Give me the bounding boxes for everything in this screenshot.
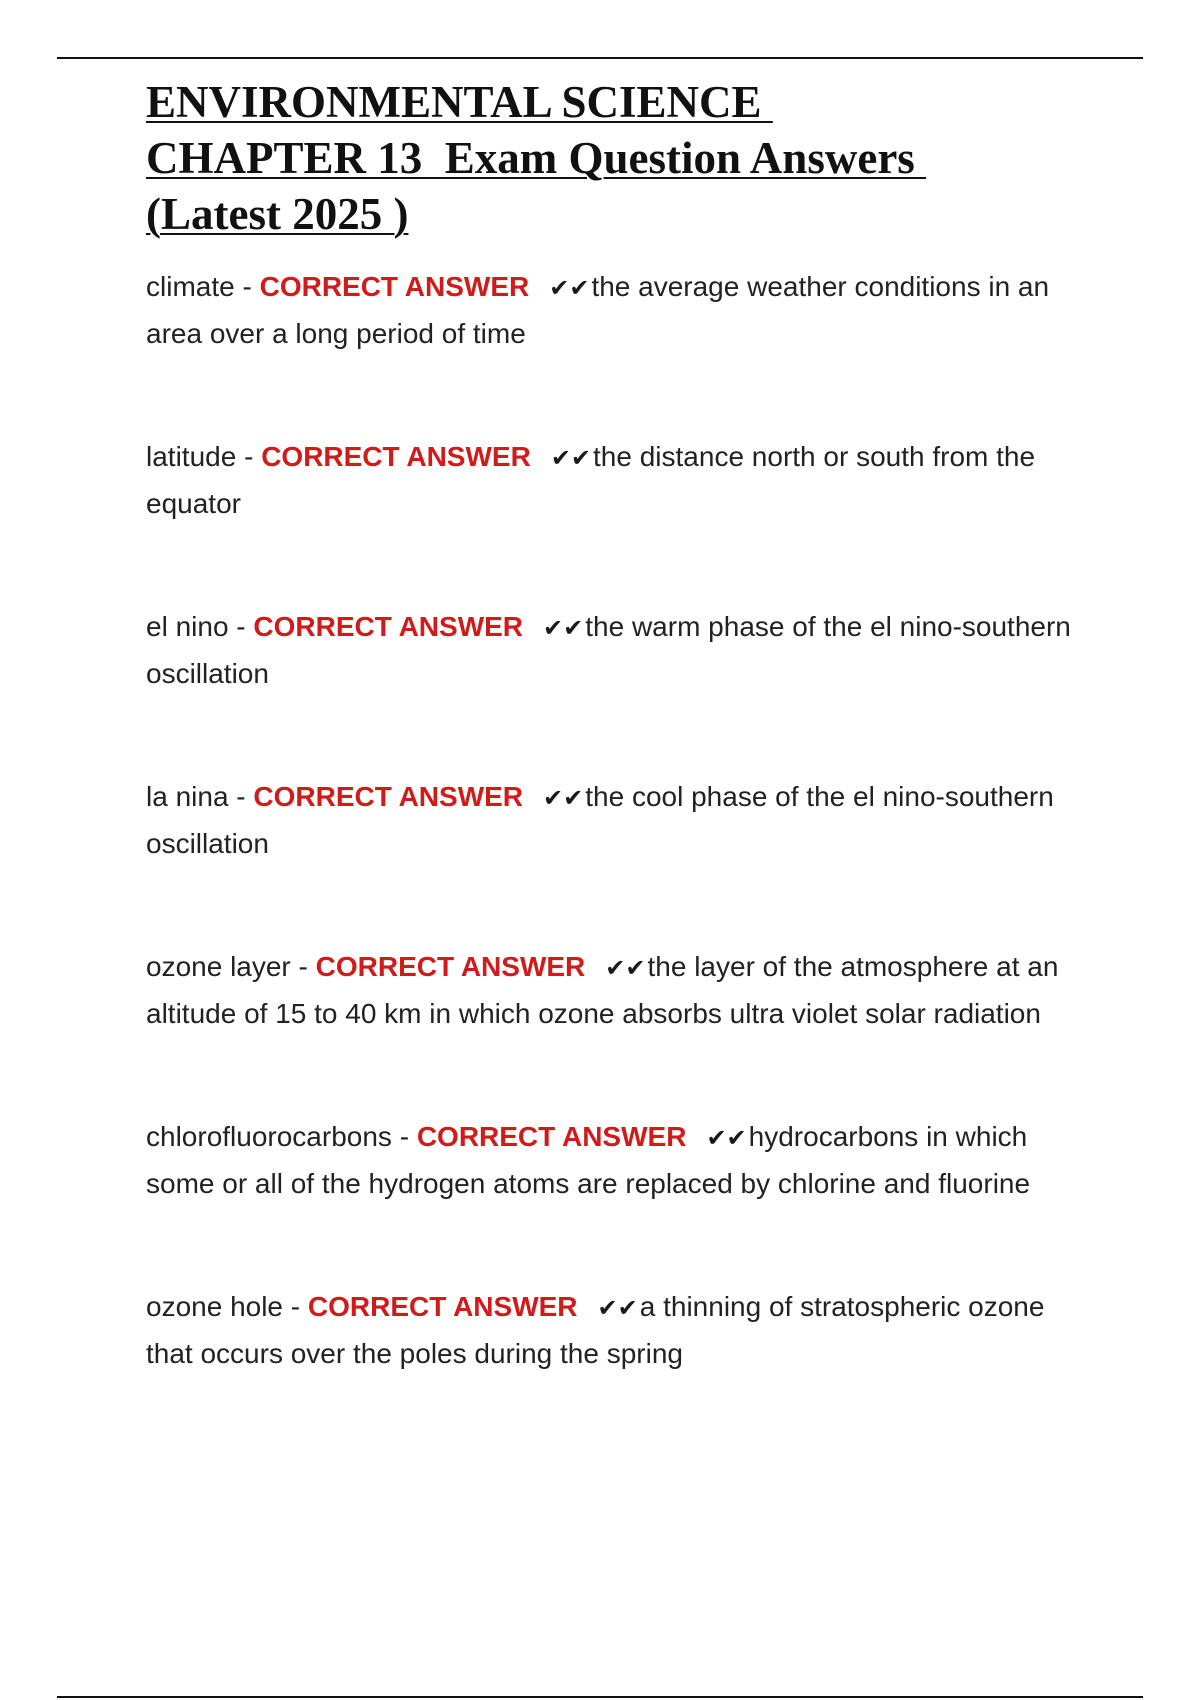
qa-definition: hydrocarbons in which some or all of the hydrogen atoms are replaced by chlorine and fluorine	[146, 1121, 1031, 1199]
qa-item	[146, 1284, 1096, 1376]
qa-separator: -	[234, 271, 260, 302]
check-marks-icon: ✔✔	[605, 954, 646, 982]
correct-answer-label: CORRECT ANSWER	[253, 781, 524, 812]
correct-answer-label: CORRECT ANSWER	[259, 271, 530, 302]
title-line-2: CHAPTER 13 Exam Question Answers	[146, 133, 927, 183]
qa-item	[146, 1114, 1096, 1206]
correct-answer-label: CORRECT ANSWER	[416, 1121, 687, 1152]
qa-term: el nino	[146, 611, 229, 642]
qa-separator: -	[228, 611, 254, 642]
qa-term: ozone hole	[146, 1291, 284, 1322]
title-line-3: (Latest 2025 )	[146, 189, 409, 239]
bottom-divider	[57, 1696, 1143, 1698]
top-divider	[57, 57, 1143, 59]
check-marks-icon: ✔✔	[706, 1124, 747, 1152]
title-line-1: ENVIRONMENTAL SCIENCE	[146, 77, 773, 127]
qa-separator: -	[236, 441, 262, 472]
qa-separator: -	[290, 951, 316, 982]
check-marks-icon: ✔✔	[597, 1294, 638, 1322]
qa-term: latitude	[146, 441, 237, 472]
qa-definition: a thinning of stratospheric ozone that occurs over the poles during the spring	[146, 1291, 1045, 1369]
qa-term: climate	[146, 271, 235, 302]
qa-item	[146, 944, 1096, 1036]
qa-definition: the layer of the atmosphere at an altitude of 15 to 40 km in which ozone absorbs ultra violet solar radiation	[146, 951, 1059, 1029]
qa-separator: -	[391, 1121, 417, 1152]
qa-definition: the cool phase of the el nino-southern oscillation	[146, 781, 1054, 859]
qa-definition: the warm phase of the el nino-southern oscillation	[146, 611, 1071, 689]
qa-definition: the average weather conditions in an area over a long period of time	[146, 271, 1050, 349]
document-title	[146, 74, 1096, 242]
correct-answer-label: CORRECT ANSWER	[261, 441, 531, 472]
correct-answer-label: CORRECT ANSWER	[307, 1291, 578, 1322]
correct-answer-label: CORRECT ANSWER	[253, 611, 524, 642]
check-marks-icon: ✔✔	[543, 784, 584, 812]
check-marks-icon: ✔✔	[549, 274, 590, 302]
qa-item	[146, 264, 1096, 356]
qa-definition: the distance north or south from the equator	[146, 441, 1036, 519]
qa-separator: -	[228, 781, 254, 812]
correct-answer-label: CORRECT ANSWER	[315, 951, 586, 982]
document-body	[146, 74, 1096, 1376]
check-marks-icon: ✔✔	[543, 614, 584, 642]
check-marks-icon: ✔✔	[550, 444, 592, 472]
qa-term: ozone layer	[146, 951, 291, 982]
qa-list	[146, 264, 1096, 1376]
qa-term: la nina	[146, 781, 229, 812]
qa-item	[146, 434, 1096, 526]
qa-separator: -	[283, 1291, 308, 1322]
qa-term: chlorofluorocarbons	[146, 1121, 392, 1152]
qa-item	[146, 774, 1096, 866]
qa-item	[146, 604, 1096, 696]
